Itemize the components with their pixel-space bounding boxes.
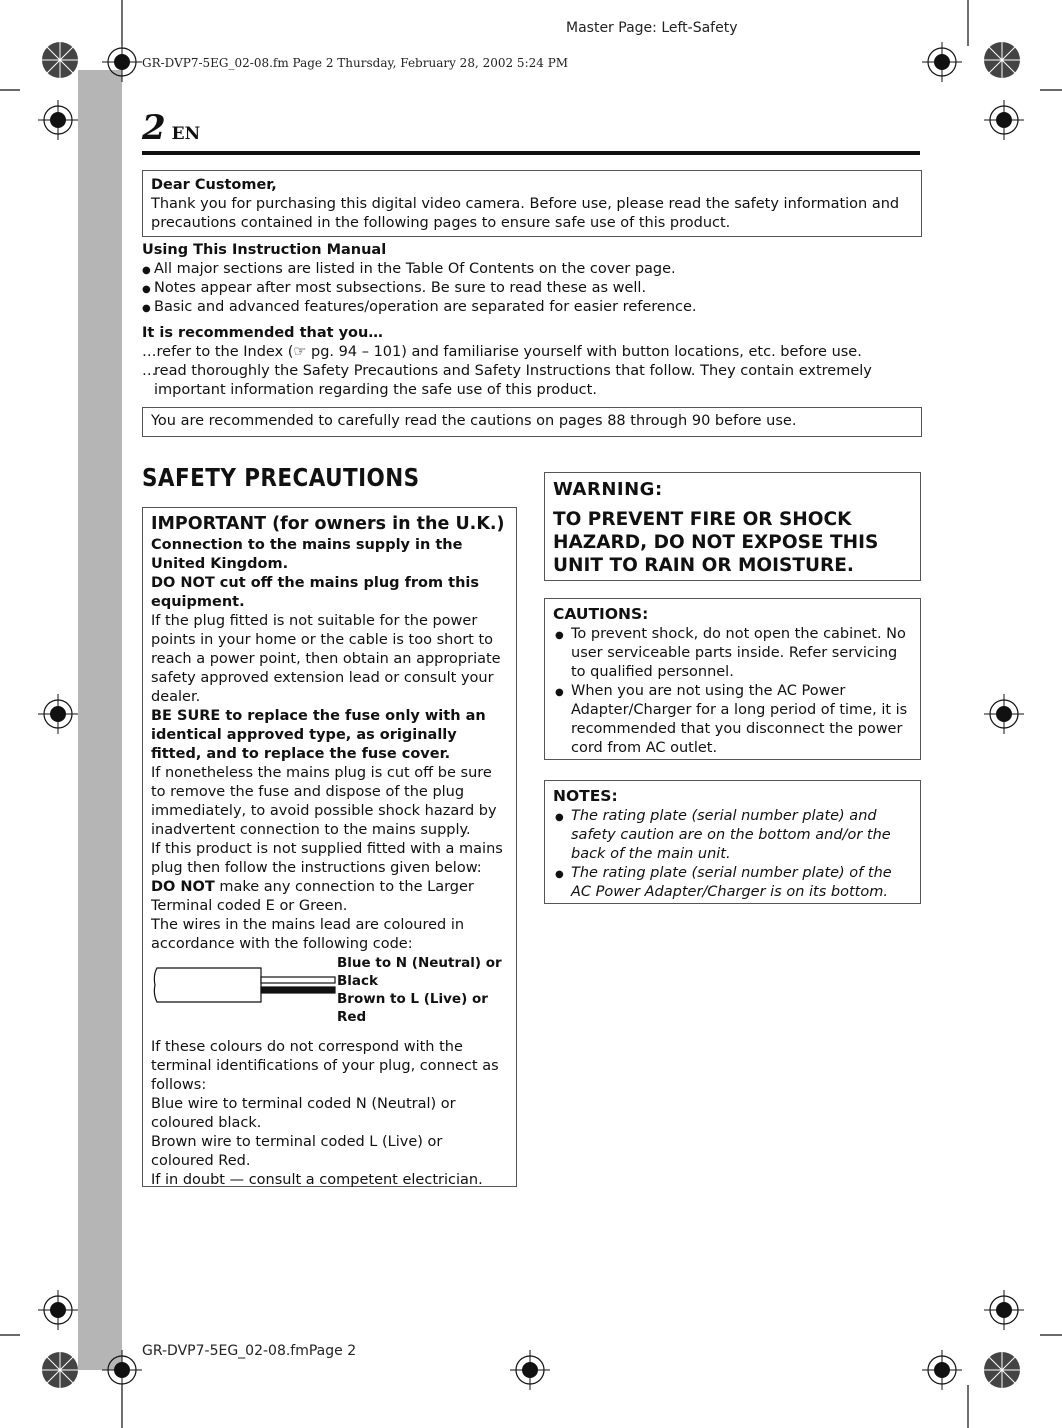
important-para: Blue wire to terminal coded N (Neutral) or coloured black. [151, 1096, 456, 1131]
important-para-text: make any connection to the Larger Terminal coded E or Green. [151, 879, 474, 914]
important-title: IMPORTANT (for owners in the U.K.) [151, 514, 505, 534]
list-item: ● The rating plate (serial number plate) and safety caution are on the bottom and/or the back of the main unit. [553, 807, 912, 864]
manual-title: Using This Instruction Manual [142, 242, 387, 258]
master-page-label: Master Page: Left-Safety [566, 20, 738, 36]
page-number [142, 108, 200, 154]
page-number-value: 2 [142, 108, 166, 148]
important-para: Connection to the mains supply in the United Kingdom. [151, 537, 463, 572]
safety-heading: SAFETY PRECAUTIONS [142, 463, 420, 492]
crosshair-icon [922, 42, 962, 82]
footer-file-label: GR-DVP7-5EG_02-08.fmPage 2 [142, 1343, 357, 1359]
important-para: BE SURE to replace the fuse only with an identical approved type, as originally fitted, and to replace the fuse cover. [151, 708, 486, 762]
important-para: If in doubt — consult a competent electrician. [151, 1172, 483, 1188]
recommend-item-text: read thoroughly the Safety Precautions and Safety Instructions that follow. They contain extremely important information regarding the safe use of this product. [154, 363, 872, 398]
cautions-box [544, 598, 921, 760]
list-item: ● Basic and advanced features/operation are separated for easier reference. [142, 298, 922, 317]
important-para: The wires in the mains lead are coloured in accordance with the following code: [151, 917, 465, 952]
important-box [142, 507, 517, 1187]
important-para: If this product is not supplied fitted with a mains plug then follow the instructions given below: [151, 841, 503, 876]
important-para: If nonetheless the mains plug is cut off be sure to remove the fuse and dispose of the plug immediately, to avoid possible shock hazard by inadvertent connection to the mains supply. [151, 765, 497, 838]
crosshair-icon [510, 1350, 550, 1390]
crosshair-icon [102, 1350, 142, 1390]
recommend-item [142, 362, 922, 400]
notes-box [544, 780, 921, 904]
wire-diagram [151, 954, 508, 1038]
warning-label: WARNING: [553, 479, 663, 500]
crosshair-icon [102, 42, 142, 82]
starburst-icon [982, 40, 1022, 80]
crosshair-icon [38, 1290, 78, 1330]
notes-title: NOTES: [553, 787, 618, 805]
wire-label-blue: Blue to N (Neutral) or Black [337, 955, 502, 989]
recommend-section [142, 324, 922, 400]
list-item: ● All major sections are listed in the Table Of Contents on the cover page. [142, 260, 922, 279]
manual-section [142, 241, 922, 317]
recommend-ellipsis: … [142, 363, 157, 379]
intro-box [142, 170, 922, 237]
crosshair-icon [984, 694, 1024, 734]
crosshair-icon [922, 1350, 962, 1390]
crosshair-icon [38, 694, 78, 734]
warning-box [544, 472, 921, 581]
header-rule [142, 151, 920, 155]
starburst-icon [40, 1350, 80, 1390]
important-emphasis: DO NOT [151, 879, 215, 895]
crosshair-icon [38, 100, 78, 140]
list-item: ● When you are not using the AC Power Adapter/Charger for a long period of time, it is recommended that you disconnect the power cord from AC outlet. [553, 682, 912, 758]
recommend-title: It is recommended that you… [142, 325, 383, 341]
list-item: ● Notes appear after most subsections. Be sure to read these as well. [142, 279, 922, 298]
important-para [151, 878, 508, 916]
caution-note-box [142, 407, 922, 437]
crosshair-icon [984, 100, 1024, 140]
important-para: DO NOT cut off the mains plug from this equipment. [151, 575, 479, 610]
important-para: If the plug fitted is not suitable for the power points in your home or the cable is too short to reach a power point, then obtain an appropriate safety approved extension lead or consult your dealer. [151, 613, 501, 705]
important-para: Brown wire to terminal coded L (Live) or coloured Red. [151, 1134, 443, 1169]
important-para: If these colours do not correspond with the terminal identifications of your plug, connect as follows: [151, 1039, 499, 1093]
file-info-line: GR-DVP7-5EG_02-08.fm Page 2 Thursday, February 28, 2002 5:24 PM [142, 56, 569, 70]
wire-label-brown: Brown to L (Live) or Red [337, 991, 488, 1025]
starburst-icon [982, 1350, 1022, 1390]
intro-body: Thank you for purchasing this digital video camera. Before use, please read the safety information and precautions contained in the following pages to ensure safe use of this product. [151, 196, 900, 231]
cable-illustration [151, 966, 341, 1006]
list-item: ● To prevent shock, do not open the cabinet. No user serviceable parts inside. Refer servicing to qualified personnel. [553, 625, 912, 682]
recommend-item: …refer to the Index (☞ pg. 94 – 101) and familiarise yourself with button locations, etc. before use. [142, 344, 862, 360]
page-language: EN [171, 124, 201, 144]
crosshair-icon [984, 1290, 1024, 1330]
intro-greeting: Dear Customer, [151, 177, 277, 193]
warning-text: TO PREVENT FIRE OR SHOCK HAZARD, DO NOT EXPOSE THIS UNIT TO RAIN OR MOISTURE. [553, 509, 879, 576]
cautions-title: CAUTIONS: [553, 605, 649, 623]
list-item: ● The rating plate (serial number plate) of the AC Power Adapter/Charger is on its bottom. [553, 864, 912, 902]
caution-note-text: You are recommended to carefully read the cautions on pages 88 through 90 before use. [151, 413, 797, 429]
starburst-icon [40, 40, 80, 80]
